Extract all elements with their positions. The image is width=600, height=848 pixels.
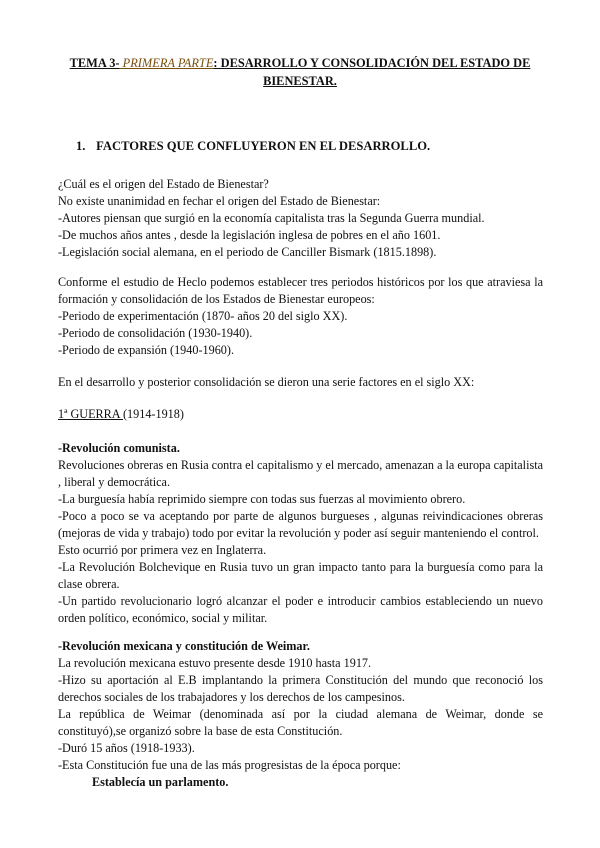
paragraph: -La Revolución Bolchevique en Rusia tuvo un gran impacto tanto para la burguesía como para la clase obrera. xyxy=(58,560,543,591)
title-prefix: TEMA 3- xyxy=(69,56,120,70)
bold-list-item: Establecía un parlamento. xyxy=(92,775,229,789)
section-heading xyxy=(76,139,430,154)
paragraph: Esto ocurrió por primera vez en Inglaterra. xyxy=(58,543,267,557)
war-years: (1914-1918) xyxy=(122,407,184,421)
heclo-block xyxy=(58,274,543,359)
subheading: -Revolución comunista. xyxy=(58,441,180,455)
list-item: -Periodo de experimentación (1870- años 20 del siglo XX). xyxy=(58,309,348,323)
title-line-2: BIENESTAR. xyxy=(263,74,337,88)
title-rest: : DESARROLLO Y CONSOLIDACIÓN DEL ESTADO DE xyxy=(213,56,531,70)
paragraph: La revolución mexicana estuvo presente desde 1910 hasta 1917. xyxy=(58,656,372,670)
section-number: 1. xyxy=(76,139,86,153)
paragraph: La república de Weimar (denominada así por la ciudad alemana de Weimar, donde se constituyó),se organizó sobre la base de esta Constitución. xyxy=(58,707,543,738)
paragraph: -Hizo su aportación al E.B implantando la primera Constitución del mundo que reconoció los derechos sociales de los trabajadores y los derechos de los campesinos. xyxy=(58,673,543,704)
paragraph: -Un partido revolucionario logró alcanzar el poder e introducir cambios estableciendo un nuevo orden político, económico, social y militar. xyxy=(58,594,543,625)
text-line: ¿Cuál es el origen del Estado de Bienestar? xyxy=(58,177,269,191)
paragraph: -Duró 15 años (1918-1933). xyxy=(58,741,195,755)
communist-revolution-block xyxy=(58,440,543,627)
paragraph: -Esta Constitución fue una de las más progresistas de la época porque: xyxy=(58,758,401,772)
text-line: No existe unanimidad en fechar el origen del Estado de Bienestar: xyxy=(58,194,381,208)
text-line: -De muchos años antes , desde la legislación inglesa de pobres en el año 1601. xyxy=(58,228,441,242)
page-title xyxy=(60,54,540,90)
list-item: -Periodo de consolidación (1930-1940). xyxy=(58,326,253,340)
title-part: PRIMERA PARTE xyxy=(119,56,214,70)
war-heading xyxy=(58,406,543,423)
mexican-revolution-block xyxy=(58,638,543,791)
origin-block xyxy=(58,176,543,261)
text-line: -Autores piensan que surgió en la economía capitalista tras la Segunda Guerra mundial. xyxy=(58,211,485,225)
list-item: -Periodo de expansión (1940-1960). xyxy=(58,343,235,357)
paragraph: -Poco a poco se va aceptando por parte de algunos burgueses , algunas reivindicaciones obreras (mejoras de vida y trabajo) todo por evitar la revolución y poder así seguir manteniendo el control. xyxy=(58,509,543,540)
section-title: FACTORES QUE CONFLUYERON EN EL DESARROLLO. xyxy=(96,139,431,153)
subheading: -Revolución mexicana y constitución de Weimar. xyxy=(58,639,310,653)
text-line: -Legislación social alemana, en el periodo de Canciller Bismark (1815.1898). xyxy=(58,245,437,259)
paragraph: Conforme el estudio de Heclo podemos establecer tres periodos históricos por los que atraviesa la formación y consolidación de los Estados de Bienestar europeos: xyxy=(58,275,543,306)
paragraph: -La burguesía había reprimido siempre con todas sus fuerzas al movimiento obrero. xyxy=(58,492,466,506)
paragraph: Revoluciones obreras en Rusia contra el capitalismo y el mercado, amenazan a la europa capitalista , liberal y democrática. xyxy=(58,458,543,489)
war-label: 1ª GUERRA xyxy=(58,407,123,421)
factors-intro: En el desarrollo y posterior consolidación se dieron una serie factores en el siglo XX: xyxy=(58,375,475,389)
